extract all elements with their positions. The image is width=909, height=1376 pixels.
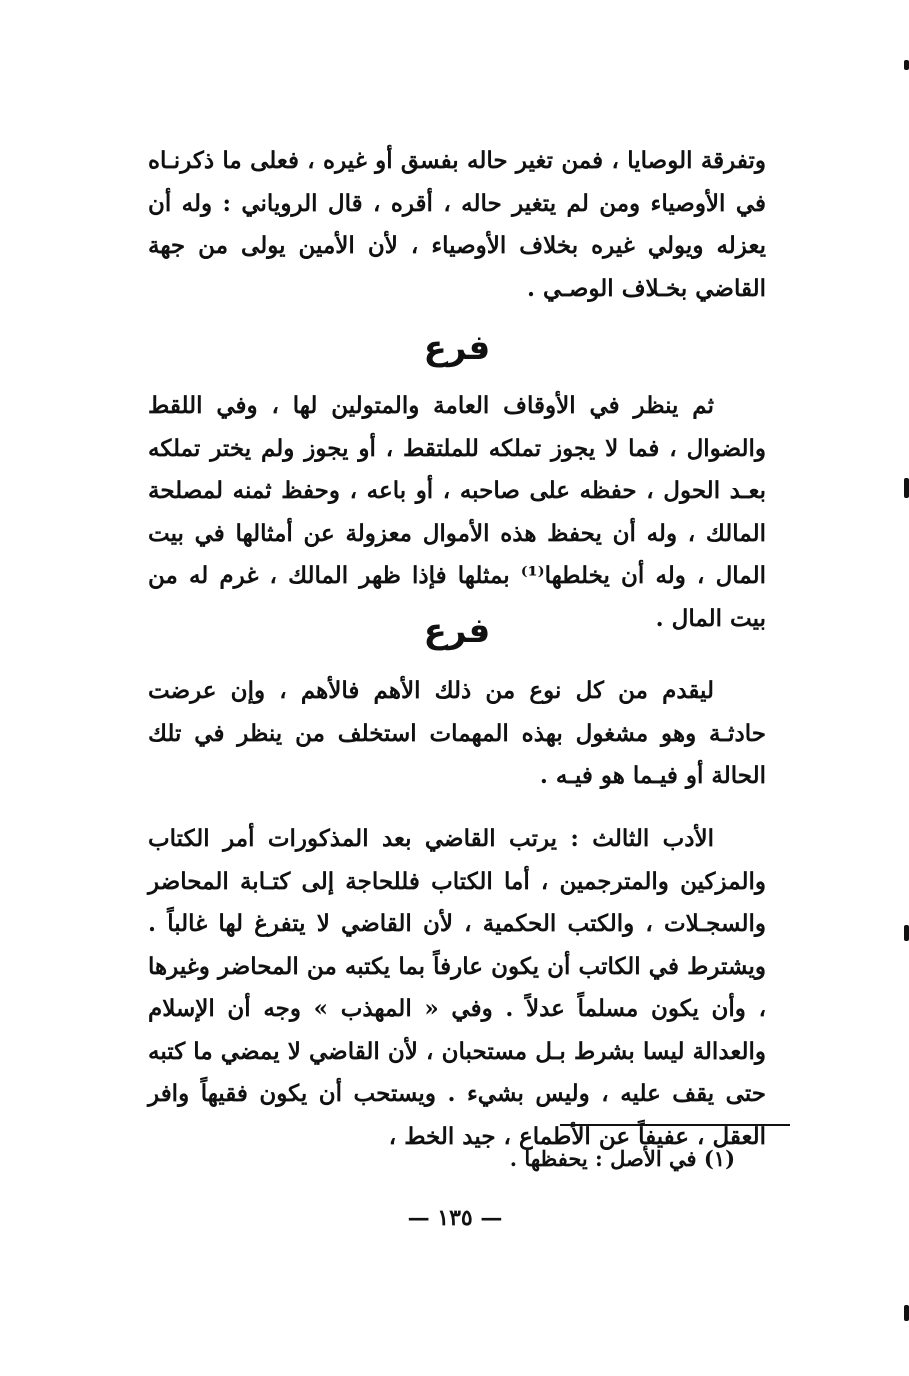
margin-mark-middle — [904, 925, 909, 941]
margin-mark-top — [904, 60, 909, 70]
section-heading-far-2: فرع — [423, 611, 491, 651]
paragraph-1-text: وتفرقة الوصايا ، فمن تغير حاله بفسق أو غيره ، فعلى ما ذكرنـاه في الأوصياء ومن لم يتغير حاله ، أقره ، قال الروياني : وله أن يعزله ويولي غيره بخلاف الأوصياء ، لأن الأمين يولى من جهة القاضي بخـلاف الوصـي . — [148, 147, 766, 302]
paragraph-priorities — [148, 670, 766, 798]
paragraph-2-text: ثم ينظر في الأوقاف العامة والمتولين لها ، وفي اللقط والضوال ، فما لا يجوز تملكه للملتقط ، أو يجوز ولم يختر تملكه بعـد الحول ، حفظه على صاحبه ، أو باعه ، وحفظ ثمنه لمصلحة المالك ، وله أن يحفظ هذه الأموال معزولة عن أمثالها في بيت المال ، وله أن يخلطها⁽¹⁾ بمثلها فإذا ظهر المالك ، غرم له من بيت المال . — [148, 392, 766, 632]
paragraph-awqaf — [148, 385, 766, 640]
margin-mark-upper — [904, 478, 909, 498]
page-number: — ١٣٥ — — [407, 1205, 503, 1231]
footnote: (١) في الأصل : يحفظها . — [509, 1146, 735, 1171]
paragraph-3-text: ليقدم من كل نوع من ذلك الأهم فالأهم ، وإن عرضت حادثـة وهو مشغول بهذه المهمات استخلف من ينظر في تلك الحالة أو فيـما هو فيـه . — [148, 677, 766, 789]
paragraph-third-adab — [148, 818, 766, 1158]
margin-mark-lower — [904, 1305, 909, 1321]
paragraph-wasaya — [148, 140, 766, 310]
paragraph-4-text: الأدب الثالث : يرتب القاضي بعد المذكورات أمر الكتاب والمزكين والمترجمين ، أما الكتاب فللحاجة إلى كتـابة المحاضر والسجـلات ، والكتب الحكمية ، لأن القاضي لا يتفرغ لها غالباً . ويشترط في الكاتب أن يكون عارفاً بما يكتبه من المحاضر وغيرها ، وأن يكون مسلماً عدلاً . وفي « المهذب » وجه أن الإسلام والعدالة ليسا بشرط بـل مستحبان ، لأن القاضي لا يمضي ما كتبه حتى يقف عليه ، وليس بشيء . ويستحب أن يكون فقيهاً وافر العقل ، عفيفاً عن الأطماع ، جيد الخط ، — [148, 825, 766, 1150]
section-heading-far-1: فرع — [423, 328, 491, 368]
footnote-divider — [560, 1124, 790, 1126]
